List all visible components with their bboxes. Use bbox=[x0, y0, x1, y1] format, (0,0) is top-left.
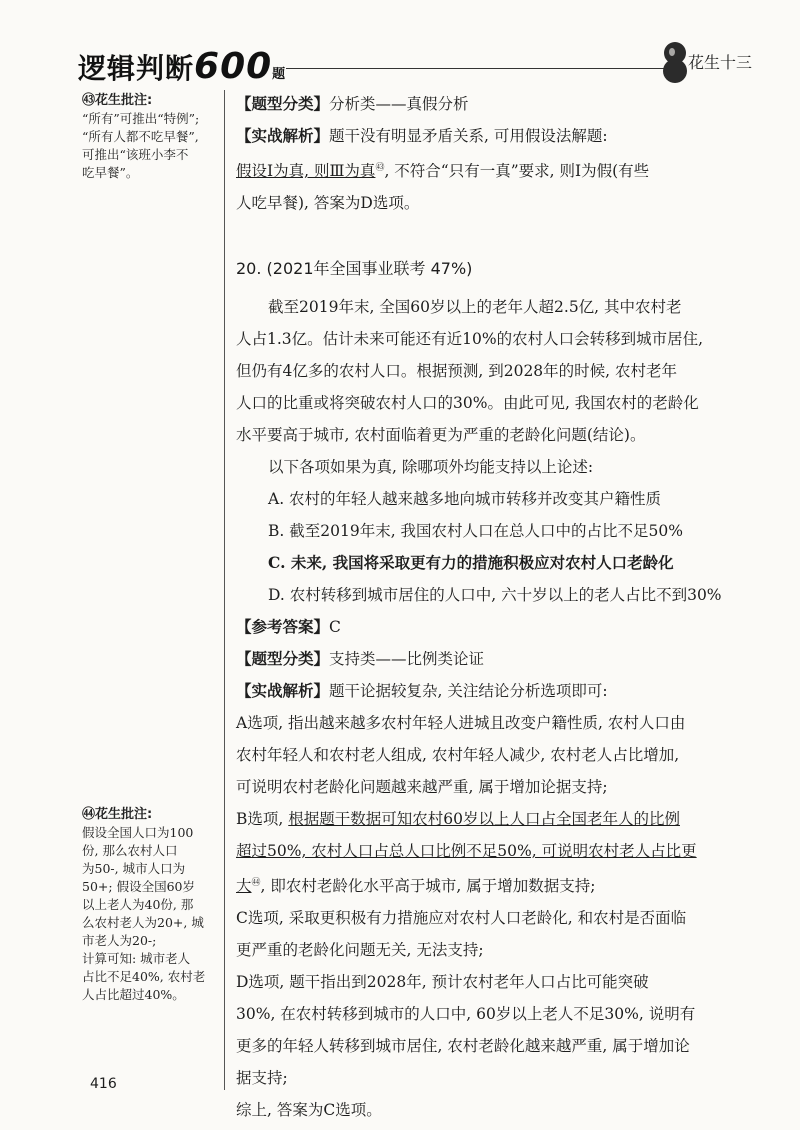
side-note-line: 人占比超过40%。 bbox=[82, 987, 185, 1002]
underlined-text: 超过50%, 农村人口占总人口比例不足50%, 可说明农村老人占比更 bbox=[236, 842, 697, 861]
option-d: D. 农村转移到城市居住的人口中, 六十岁以上的老人占比不到30% bbox=[268, 586, 722, 605]
side-note-line: 可推出“该班小李不 bbox=[82, 147, 189, 162]
side-note-line: 计算可知: 城市老人 bbox=[82, 951, 191, 966]
option-d-analysis: 更多的年轻人转移到城市居住, 农村老龄化越来越严重, 属于增加论 bbox=[236, 1037, 690, 1056]
side-note-line: “所有人都不吃早餐”, bbox=[82, 129, 199, 144]
prev-analysis-line bbox=[236, 120, 736, 152]
label: 【题型分类】 bbox=[236, 649, 330, 669]
footnote-ref: ㊸ bbox=[375, 163, 385, 173]
book-title-main: 逻辑判断 bbox=[78, 52, 195, 85]
stem-line: 截至2019年末, 全国60岁以上的老年人超2.5亿, 其中农村老 bbox=[268, 298, 682, 317]
stem-line: 但仍有4亿多的农村人口。根据预测, 到2028年的时候, 农村老年 bbox=[236, 362, 678, 381]
option-b-analysis bbox=[236, 867, 736, 902]
side-note-line: 50+; 假设全国60岁 bbox=[82, 879, 195, 894]
side-note-title: ㊹花生批注: bbox=[82, 807, 153, 822]
label: 【参考答案】 bbox=[236, 617, 330, 637]
option-a-analysis: 农村年轻人和农村老人组成, 农村年轻人减少, 农村老人占比增加, bbox=[236, 746, 680, 765]
option-d-analysis: D选项, 题干指出到2028年, 预计农村老年人口占比可能突破 bbox=[236, 973, 649, 992]
value: 分析类——真假分析 bbox=[329, 95, 469, 113]
side-note-line: 假设全国人口为100 bbox=[82, 825, 194, 840]
option-b-analysis bbox=[236, 835, 736, 867]
side-note-line: 市老人为20-; bbox=[82, 933, 157, 948]
peanut-icon bbox=[658, 40, 692, 84]
text: , 即农村老龄化水平高于城市, 属于增加数据支持; bbox=[260, 877, 596, 896]
side-note-line: 为50-, 城市人口为 bbox=[82, 861, 186, 876]
text: , 不符合“只有一真”要求, 则Ⅰ为假(有些 bbox=[384, 162, 650, 181]
side-note-line: 么农村老人为20+, 城 bbox=[82, 915, 204, 930]
reference-answer bbox=[236, 611, 736, 643]
prev-type-line bbox=[236, 88, 736, 120]
side-note-line: 以上老人为40份, 那 bbox=[82, 897, 194, 912]
text: B选项, bbox=[236, 810, 289, 829]
value: 题干没有明显矛盾关系, 可用假设法解题: bbox=[329, 127, 608, 145]
side-note-line: 占比不足40%, 农村老 bbox=[82, 969, 206, 984]
stem-line: 人口的比重或将突破农村人口的30%。由此可见, 我国农村的老龄化 bbox=[236, 394, 699, 413]
side-note-line: 吃早餐”。 bbox=[82, 165, 139, 180]
underlined-text: 大 bbox=[236, 877, 252, 896]
side-note-title: ㊸花生批注: bbox=[82, 93, 153, 108]
prev-analysis-line-4: 人吃早餐), 答案为D选项。 bbox=[236, 194, 420, 213]
main-content bbox=[236, 88, 736, 1126]
side-note-line: “所有”可推出“特例”; bbox=[82, 111, 200, 126]
option-a-analysis: A选项, 指出越来越多农村年轻人进城且改变户籍性质, 农村人口由 bbox=[236, 714, 686, 733]
underlined-text: 根据题干数据可知农村60岁以上人口占全国老年人的比例 bbox=[288, 810, 680, 829]
page-number: 416 bbox=[90, 1076, 117, 1092]
option-d-analysis: 30%, 在农村转移到城市的人口中, 60岁以上老人不足30%, 说明有 bbox=[236, 1005, 696, 1024]
option-b-analysis bbox=[236, 803, 736, 835]
side-note-44 bbox=[82, 806, 214, 1004]
book-title-number: 600 bbox=[194, 46, 273, 87]
option-d-analysis: 据支持; bbox=[236, 1069, 288, 1088]
option-b: B. 截至2019年末, 我国农村人口在总人口中的占比不足50% bbox=[268, 522, 683, 541]
question-prompt: 以下各项如果为真, 除哪项外均能支持以上论述: bbox=[268, 458, 594, 477]
option-a-analysis: 可说明农村老龄化问题越来越严重, 属于增加论据支持; bbox=[236, 778, 608, 797]
label: 【题型分类】 bbox=[236, 94, 330, 113]
answer-type bbox=[236, 643, 736, 675]
footnote-ref: ㊹ bbox=[251, 878, 261, 889]
stem-line: 水平要高于城市, 农村面临着更为严重的老龄化问题(结论)。 bbox=[236, 426, 646, 445]
value: 题干论据较复杂, 关注结论分析选项即可: bbox=[329, 682, 608, 701]
label: 【实战解析】 bbox=[236, 126, 330, 145]
label: 【实战解析】 bbox=[236, 681, 330, 701]
option-a: A. 农村的年轻人越来越多地向城市转移并改变其户籍性质 bbox=[268, 490, 662, 509]
brand-name: 花生十三 bbox=[688, 53, 753, 72]
side-note-43 bbox=[82, 92, 214, 182]
header-rule bbox=[286, 68, 686, 69]
book-title-suffix: 题 bbox=[272, 67, 287, 82]
question-header: 20. (2021年全国事业联考 47%) bbox=[236, 259, 473, 279]
option-c-analysis: 更严重的老龄化问题无关, 无法支持; bbox=[236, 941, 484, 960]
book-title bbox=[78, 46, 286, 87]
brand-logo bbox=[658, 40, 758, 84]
sidebar-divider bbox=[224, 90, 225, 1090]
option-c: C. 未来, 我国将采取更有力的措施积极应对农村人口老龄化 bbox=[268, 553, 674, 573]
value: 支持类——比例类论证 bbox=[329, 650, 485, 669]
stem-line: 人占1.3亿。估计未来可能还有近10%的农村人口会转移到城市居住, bbox=[236, 330, 704, 349]
side-note-line: 份, 那么农村人口 bbox=[82, 843, 178, 858]
conclusion: 综上, 答案为C选项。 bbox=[236, 1101, 382, 1120]
page-header bbox=[48, 40, 758, 87]
value: C bbox=[329, 618, 341, 637]
option-c-analysis: C选项, 采取更积极有力措施应对农村人口老龄化, 和农村是否面临 bbox=[236, 909, 687, 928]
answer-analysis bbox=[236, 675, 736, 707]
prev-analysis-line-3 bbox=[236, 152, 736, 187]
underlined-text: 假设Ⅰ为真, 则Ⅲ为真 bbox=[236, 162, 376, 181]
